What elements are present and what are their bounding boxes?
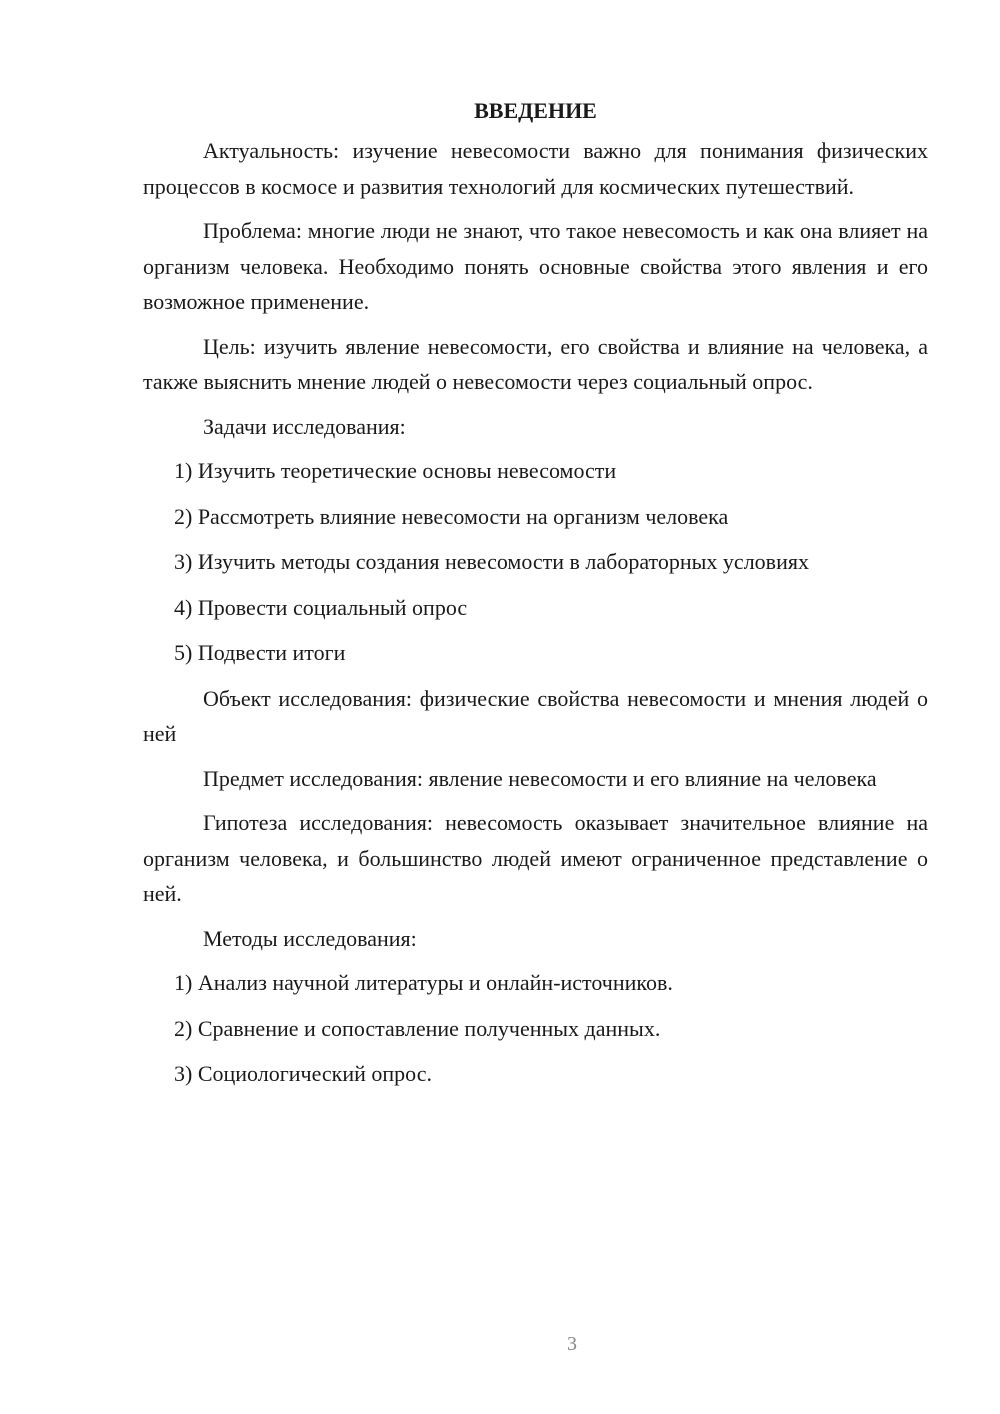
tasks-list: [143, 453, 928, 671]
methods-list: [143, 965, 928, 1092]
tasks-heading: Задачи исследования:: [203, 413, 406, 439]
document-page: [143, 93, 928, 1102]
object-paragraph: Объект исследования: физические свойства невесомости и мнения людей о ней: [143, 685, 928, 746]
task-item: 1) Изучить теоретические основы невесомости: [174, 458, 617, 483]
method-item: 3) Социологический опрос.: [174, 1061, 432, 1086]
task-item: 3) Изучить методы создания невесомости в лабораторных условиях: [174, 549, 809, 574]
relevance-paragraph: Актуальность: изучение невесомости важно для понимания физических процессов в космосе и развития технологий для космических путешествий.: [143, 138, 928, 199]
task-item: 5) Подвести итоги: [174, 640, 346, 665]
task-item: 2) Рассмотреть влияние невесомости на организм человека: [174, 503, 729, 529]
methods-heading: Методы исследования:: [203, 925, 417, 951]
goal-paragraph: Цель: изучить явление невесомости, его свойства и влияние на человека, а также выяснить мнение людей о невесомости через социальный опрос.: [143, 333, 928, 394]
problem-paragraph: Проблема: многие люди не знают, что такое невесомость и как она влияет на организм человека. Необходимо понять основные свойства этого явления и его возможное применение.: [143, 218, 928, 314]
hypothesis-paragraph: Гипотеза исследования: невесомость оказывает значительное влияние на организм человека, и большинство людей имеют ограниченное представление о ней.: [143, 810, 928, 906]
method-item: 1) Анализ научной литературы и онлайн-источников.: [174, 970, 673, 995]
page-number: 3: [567, 1333, 577, 1355]
subject-paragraph: Предмет исследования: явление невесомости и его влияние на человека: [203, 765, 877, 791]
section-title: ВВЕДЕНИЕ: [474, 98, 597, 123]
task-item: 4) Провести социальный опрос: [174, 594, 468, 620]
method-item: 2) Сравнение и сопоставление полученных данных.: [174, 1015, 661, 1041]
